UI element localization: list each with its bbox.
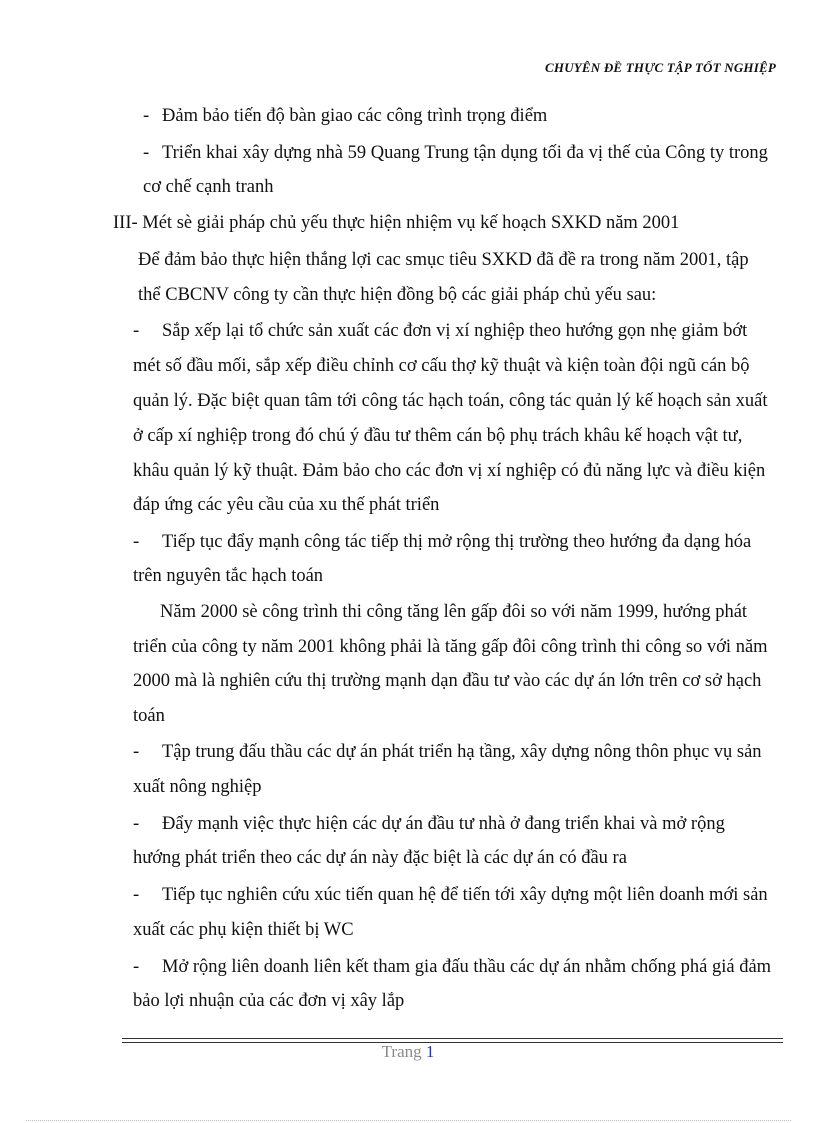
bullet-line: đáp ứng các yêu cầu của xu thế phát triển bbox=[133, 495, 440, 515]
paragraph-line: 2000 mà là nghiên cứu thị trường mạnh dạn đầu tư vào các dự án lớn trên cơ sở hạch bbox=[133, 671, 762, 691]
page-boundary bbox=[26, 1120, 791, 1121]
bullet-line: Đẩy mạnh việc thực hiện các dự án đầu tư nhà ở đang triển khai và mở rộng bbox=[162, 814, 725, 834]
bullet-line: Tập trung đấu thầu các dự án phát triển hạ tầng, xây dựng nông thôn phục vụ sản bbox=[162, 742, 762, 762]
bullet-dash: - bbox=[143, 106, 150, 126]
bullet-line: hướng phát triển theo các dự án này đặc biệt là các dự án có đầu ra bbox=[133, 848, 627, 868]
bullet-line: khâu quản lý kỹ thuật. Đảm bảo cho các đơn vị xí nghiệp có đủ năng lực và điều kiện bbox=[133, 461, 766, 481]
bullet-line: Tiếp tục nghiên cứu xúc tiến quan hệ để tiến tới xây dựng một liên doanh mới sản bbox=[162, 885, 768, 905]
bullet-line: Sắp xếp lại tổ chức sản xuất các đơn vị xí nghiệp theo hướng gọn nhẹ giảm bớt bbox=[162, 321, 748, 341]
bullet-dash: - bbox=[143, 143, 150, 163]
bullet-line: Tiếp tục đẩy mạnh công tác tiếp thị mở rộng thị trường theo hướng đa dạng hóa bbox=[162, 532, 752, 552]
bullet-dash: - bbox=[133, 532, 140, 552]
page-label: Trang bbox=[381, 1042, 422, 1061]
bullet-line: mét số đầu mối, sắp xếp điều chỉnh cơ cấu thợ kỹ thuật và kiện toàn đội ngũ cán bộ bbox=[133, 356, 750, 376]
paragraph-line: triển của công ty năm 2001 không phải là tăng gấp đôi công trình thi công so với năm bbox=[133, 637, 768, 657]
page-footer bbox=[0, 1042, 816, 1062]
page-number: 1 bbox=[425, 1042, 435, 1061]
paragraph-line: Năm 2000 sè công trình thi công tăng lên gấp đôi so với năm 1999, hướng phát bbox=[160, 602, 748, 622]
footer-rule bbox=[122, 1038, 783, 1039]
paragraph-line: toán bbox=[133, 706, 165, 726]
bullet-dash: - bbox=[133, 742, 140, 762]
bullet-line: Triển khai xây dựng nhà 59 Quang Trung tận dụng tối đa vị thế của Công ty trong bbox=[162, 143, 768, 163]
bullet-dash: - bbox=[133, 321, 140, 341]
bullet-dash: - bbox=[133, 885, 140, 905]
bullet-line: quản lý. Đặc biệt quan tâm tới công tác hạch toán, công tác quản lý kế hoạch sản xuất bbox=[133, 391, 768, 411]
running-header: CHUYÊN ĐỀ THỰC TẬP TỐT NGHIỆP bbox=[545, 60, 776, 75]
bullet-line: xuất nông nghiệp bbox=[133, 777, 262, 797]
bullet-line: Mở rộng liên doanh liên kết tham gia đấu thầu các dự án nhằm chống phá giá đảm bbox=[162, 957, 772, 977]
bullet-dash: - bbox=[133, 814, 140, 834]
intro-line: thể CBCNV công ty cần thực hiện đồng bộ các giải pháp chủ yếu sau: bbox=[138, 285, 657, 305]
bullet-line: xuất các phụ kiện thiết bị WC bbox=[133, 920, 354, 940]
section-heading: III- Mét sè giải pháp chủ yếu thực hiện nhiệm vụ kế hoạch SXKD năm 2001 bbox=[113, 213, 680, 233]
bullet-line: Đảm bảo tiến độ bàn giao các công trình trọng điểm bbox=[162, 106, 548, 126]
bullet-line: cơ chế cạnh tranh bbox=[143, 177, 274, 197]
bullet-dash: - bbox=[133, 957, 140, 977]
bullet-line: trên nguyên tắc hạch toán bbox=[133, 566, 324, 586]
intro-line: Để đảm bảo thực hiện thắng lợi cac smục tiêu SXKD đã đề ra trong năm 2001, tập bbox=[138, 250, 749, 270]
bullet-line: ở cấp xí nghiệp trong đó chú ý đầu tư thêm cán bộ phụ trách khâu kế hoạch vật tư, bbox=[133, 426, 743, 446]
bullet-line: bảo lợi nhuận của các đơn vị xây lắp bbox=[133, 991, 405, 1011]
